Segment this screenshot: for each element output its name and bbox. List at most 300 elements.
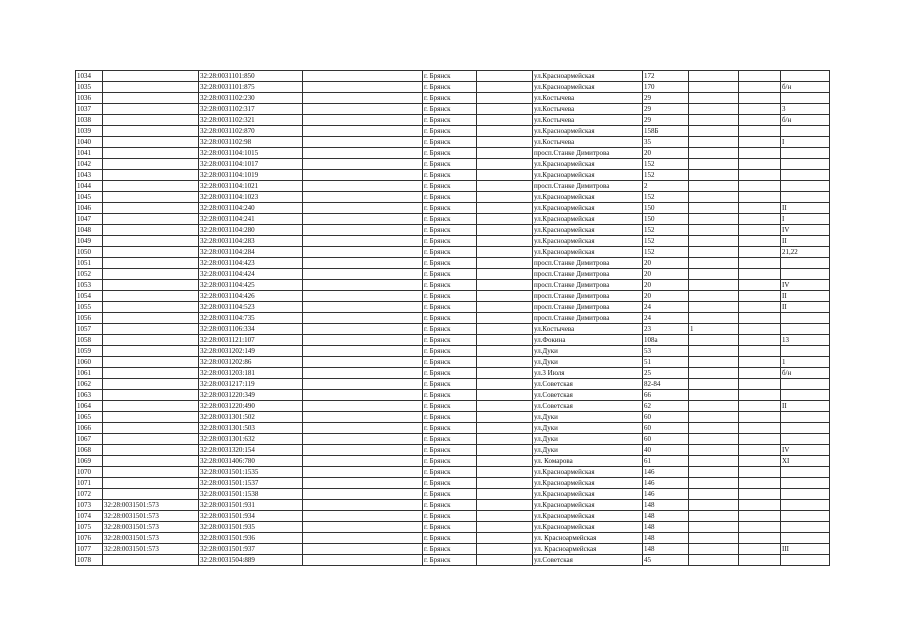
cell-parent-cadastral-number [103,335,199,346]
cell-blank-col-6 [477,71,533,82]
cell-blank-col-6 [477,478,533,489]
cell-row-number: 1056 [76,313,103,324]
cell-blank-col-6 [477,379,533,390]
cell-cadastral-number: 32:28:0031501:937 [199,544,303,555]
cell-city: г. Брянск [423,368,477,379]
cell-premises [781,258,830,269]
cell-street: ул.Красноармейская [533,478,643,489]
cell-cadastral-number: 32:28:0031104:241 [199,214,303,225]
cell-parent-cadastral-number [103,555,199,566]
cell-street: ул.3 Июля [533,368,643,379]
cell-street: ул.Костычева [533,104,643,115]
cell-city: г. Брянск [423,533,477,544]
cell-blank-col-10 [739,313,781,324]
cell-house-number: 45 [643,555,689,566]
cell-premises: 21,22 [781,247,830,258]
cell-parent-cadastral-number: 32:28:0031501:573 [103,500,199,511]
table-row [76,104,830,115]
cell-building [689,357,739,368]
table-row [76,434,830,445]
cell-row-number: 1039 [76,126,103,137]
cell-parent-cadastral-number [103,236,199,247]
cell-blank-col-4 [303,192,423,203]
cell-house-number: 2 [643,181,689,192]
cell-parent-cadastral-number [103,324,199,335]
cell-building [689,423,739,434]
cell-cadastral-number: 32:28:0031501:935 [199,522,303,533]
cell-cadastral-number: 32:28:0031301:503 [199,423,303,434]
table-row [76,170,830,181]
cell-blank-col-6 [477,434,533,445]
cell-city: г. Брянск [423,214,477,225]
cell-blank-col-4 [303,368,423,379]
cell-blank-col-4 [303,313,423,324]
cell-blank-col-6 [477,181,533,192]
cell-blank-col-10 [739,258,781,269]
cell-house-number: 150 [643,203,689,214]
cell-building [689,236,739,247]
cell-row-number: 1042 [76,159,103,170]
cell-street: ул.Костычева [533,115,643,126]
cell-premises [781,269,830,280]
cell-premises: II [781,302,830,313]
cell-row-number: 1061 [76,368,103,379]
cell-row-number: 1055 [76,302,103,313]
cell-city: г. Брянск [423,181,477,192]
cell-house-number: 158Б [643,126,689,137]
cell-street: ул.Красноармейская [533,225,643,236]
cell-building [689,203,739,214]
cell-parent-cadastral-number [103,71,199,82]
cell-street: ул.Советская [533,401,643,412]
cell-house-number: 20 [643,258,689,269]
cell-city: г. Брянск [423,489,477,500]
cell-row-number: 1066 [76,423,103,434]
cell-street: ул.Красноармейская [533,71,643,82]
cell-premises [781,324,830,335]
table-row [76,203,830,214]
cell-premises [781,412,830,423]
cell-blank-col-10 [739,555,781,566]
table-row [76,313,830,324]
cell-street: ул.Советская [533,390,643,401]
cell-row-number: 1058 [76,335,103,346]
cell-house-number: 152 [643,159,689,170]
cell-row-number: 1049 [76,236,103,247]
cell-building [689,368,739,379]
cell-street: ул.Красноармейская [533,170,643,181]
cell-premises [781,379,830,390]
cell-blank-col-6 [477,236,533,247]
cell-cadastral-number: 32:28:0031202:149 [199,346,303,357]
cell-blank-col-4 [303,137,423,148]
cell-blank-col-4 [303,544,423,555]
cell-blank-col-6 [477,170,533,181]
cell-cadastral-number: 32:28:0031104:424 [199,269,303,280]
cell-blank-col-6 [477,368,533,379]
cell-blank-col-4 [303,159,423,170]
cell-house-number: 146 [643,489,689,500]
cell-premises: 3 [781,104,830,115]
cell-premises: II [781,236,830,247]
cell-blank-col-10 [739,280,781,291]
cell-blank-col-4 [303,467,423,478]
cell-blank-col-10 [739,302,781,313]
cell-blank-col-10 [739,137,781,148]
cell-parent-cadastral-number [103,467,199,478]
cell-blank-col-4 [303,258,423,269]
cell-street: ул.Костычева [533,137,643,148]
cell-premises [781,93,830,104]
cell-street: ул.Дуки [533,357,643,368]
cell-street: ул.Красноармейская [533,500,643,511]
cell-blank-col-10 [739,489,781,500]
cell-cadastral-number: 32:28:0031101:850 [199,71,303,82]
cell-blank-col-4 [303,280,423,291]
cell-street: ул.Костычева [533,93,643,104]
cell-house-number: 60 [643,423,689,434]
cell-city: г. Брянск [423,511,477,522]
property-register-table [75,70,830,566]
cell-blank-col-4 [303,170,423,181]
table-row [76,467,830,478]
cell-city: г. Брянск [423,478,477,489]
cell-house-number: 53 [643,346,689,357]
cell-row-number: 1062 [76,379,103,390]
table-row [76,544,830,555]
cell-cadastral-number: 32:28:0031104:425 [199,280,303,291]
table-row [76,533,830,544]
table-row [76,357,830,368]
cell-cadastral-number: 32:28:0031104:1023 [199,192,303,203]
cell-cadastral-number: 32:28:0031102:870 [199,126,303,137]
cell-city: г. Брянск [423,225,477,236]
cell-city: г. Брянск [423,346,477,357]
cell-building [689,247,739,258]
table-row [76,522,830,533]
cell-blank-col-4 [303,181,423,192]
cell-city: г. Брянск [423,280,477,291]
cell-cadastral-number: 32:28:0031501:931 [199,500,303,511]
cell-blank-col-10 [739,104,781,115]
table-row [76,82,830,93]
cell-blank-col-6 [477,489,533,500]
cell-blank-col-6 [477,544,533,555]
cell-house-number: 51 [643,357,689,368]
cell-row-number: 1043 [76,170,103,181]
table-row [76,335,830,346]
cell-parent-cadastral-number [103,390,199,401]
table-row [76,291,830,302]
cell-city: г. Брянск [423,401,477,412]
cell-building [689,445,739,456]
cell-house-number: 29 [643,104,689,115]
cell-row-number: 1045 [76,192,103,203]
cell-cadastral-number: 32:28:0031101:875 [199,82,303,93]
cell-blank-col-6 [477,115,533,126]
cell-blank-col-10 [739,236,781,247]
cell-street: ул. Красноармейская [533,544,643,555]
cell-city: г. Брянск [423,445,477,456]
cell-building [689,313,739,324]
cell-row-number: 1064 [76,401,103,412]
cell-blank-col-10 [739,511,781,522]
cell-blank-col-10 [739,412,781,423]
cell-building [689,434,739,445]
cell-street: ул. Красноармейская [533,533,643,544]
cell-premises: IV [781,225,830,236]
cell-premises: II [781,203,830,214]
table-row [76,159,830,170]
cell-street: ул.Красноармейская [533,82,643,93]
cell-blank-col-6 [477,533,533,544]
cell-city: г. Брянск [423,170,477,181]
cell-blank-col-4 [303,511,423,522]
table-row [76,379,830,390]
cell-city: г. Брянск [423,500,477,511]
cell-parent-cadastral-number [103,82,199,93]
cell-house-number: 82-84 [643,379,689,390]
cell-blank-col-10 [739,93,781,104]
cell-building [689,390,739,401]
cell-building [689,522,739,533]
cell-street: просп.Станке Димитрова [533,280,643,291]
cell-blank-col-6 [477,522,533,533]
cell-row-number: 1063 [76,390,103,401]
cell-building [689,467,739,478]
cell-building [689,379,739,390]
cell-cadastral-number: 32:28:0031104:1021 [199,181,303,192]
cell-premises: б/н [781,115,830,126]
cell-blank-col-6 [477,269,533,280]
cell-blank-col-10 [739,214,781,225]
cell-blank-col-10 [739,478,781,489]
cell-cadastral-number: 32:28:0031320:154 [199,445,303,456]
cell-house-number: 148 [643,500,689,511]
cell-street: ул.Красноармейская [533,511,643,522]
cell-blank-col-6 [477,467,533,478]
cell-blank-col-6 [477,555,533,566]
cell-row-number: 1040 [76,137,103,148]
cell-building [689,82,739,93]
cell-blank-col-6 [477,82,533,93]
cell-building [689,170,739,181]
cell-blank-col-10 [739,434,781,445]
cell-blank-col-10 [739,159,781,170]
cell-blank-col-10 [739,71,781,82]
cell-street: ул.Советская [533,555,643,566]
cell-premises: XI [781,456,830,467]
cell-city: г. Брянск [423,247,477,258]
table-row [76,478,830,489]
table-row [76,148,830,159]
cell-building [689,137,739,148]
cell-city: г. Брянск [423,456,477,467]
cell-blank-col-4 [303,379,423,390]
cell-street: ул.Дуки [533,445,643,456]
cell-street: просп.Станке Димитрова [533,313,643,324]
cell-parent-cadastral-number: 32:28:0031501:573 [103,533,199,544]
cell-blank-col-10 [739,269,781,280]
cell-blank-col-6 [477,412,533,423]
cell-building [689,456,739,467]
cell-blank-col-6 [477,346,533,357]
cell-blank-col-10 [739,390,781,401]
cell-street: просп.Станке Димитрова [533,269,643,280]
cell-premises [781,148,830,159]
cell-city: г. Брянск [423,423,477,434]
cell-blank-col-4 [303,533,423,544]
table-row [76,137,830,148]
cell-parent-cadastral-number [103,137,199,148]
cell-row-number: 1038 [76,115,103,126]
cell-street: ул.Красноармейская [533,214,643,225]
table-row [76,93,830,104]
table-row [76,445,830,456]
table-row [76,346,830,357]
cell-blank-col-10 [739,357,781,368]
cell-cadastral-number: 32:28:0031104:423 [199,258,303,269]
cell-blank-col-4 [303,104,423,115]
cell-blank-col-6 [477,390,533,401]
cell-cadastral-number: 32:28:0031202:86 [199,357,303,368]
cell-building [689,192,739,203]
cell-city: г. Брянск [423,203,477,214]
cell-cadastral-number: 32:28:0031102:321 [199,115,303,126]
cell-blank-col-6 [477,313,533,324]
cell-cadastral-number: 32:28:0031501:936 [199,533,303,544]
cell-row-number: 1053 [76,280,103,291]
cell-blank-col-10 [739,225,781,236]
cell-premises [781,500,830,511]
cell-house-number: 66 [643,390,689,401]
cell-house-number: 29 [643,115,689,126]
cell-parent-cadastral-number [103,379,199,390]
cell-parent-cadastral-number [103,280,199,291]
cell-blank-col-6 [477,324,533,335]
cell-row-number: 1054 [76,291,103,302]
cell-street: ул.Красноармейская [533,203,643,214]
cell-blank-col-4 [303,434,423,445]
table-row [76,324,830,335]
cell-city: г. Брянск [423,115,477,126]
cell-city: г. Брянск [423,390,477,401]
cell-premises: II [781,291,830,302]
cell-row-number: 1073 [76,500,103,511]
cell-cadastral-number: 32:28:0031501:1538 [199,489,303,500]
cell-premises [781,467,830,478]
cell-blank-col-6 [477,137,533,148]
cell-blank-col-10 [739,126,781,137]
cell-blank-col-10 [739,379,781,390]
cell-house-number: 29 [643,93,689,104]
cell-premises: б/н [781,368,830,379]
cell-house-number: 61 [643,456,689,467]
cell-row-number: 1074 [76,511,103,522]
table-row [76,456,830,467]
cell-parent-cadastral-number [103,104,199,115]
cell-row-number: 1044 [76,181,103,192]
table-row [76,511,830,522]
cell-building [689,500,739,511]
cell-row-number: 1071 [76,478,103,489]
cell-house-number: 40 [643,445,689,456]
cell-row-number: 1072 [76,489,103,500]
cell-blank-col-4 [303,423,423,434]
cell-blank-col-10 [739,291,781,302]
cell-house-number: 152 [643,170,689,181]
table-row [76,390,830,401]
cell-house-number: 148 [643,511,689,522]
cell-blank-col-4 [303,247,423,258]
cell-house-number: 20 [643,280,689,291]
cell-building [689,126,739,137]
cell-street: ул.Красноармейская [533,522,643,533]
cell-blank-col-4 [303,445,423,456]
cell-parent-cadastral-number [103,478,199,489]
cell-blank-col-6 [477,247,533,258]
cell-parent-cadastral-number [103,456,199,467]
cell-cadastral-number: 32:28:0031301:502 [199,412,303,423]
cell-street: ул.Советская [533,379,643,390]
cell-street: ул.Красноармейская [533,126,643,137]
cell-street: просп.Станке Димитрова [533,302,643,313]
cell-building [689,269,739,280]
cell-city: г. Брянск [423,522,477,533]
table-row [76,181,830,192]
cell-building [689,181,739,192]
cell-blank-col-6 [477,203,533,214]
cell-blank-col-10 [739,423,781,434]
cell-blank-col-10 [739,170,781,181]
cell-city: г. Брянск [423,467,477,478]
cell-blank-col-10 [739,192,781,203]
cell-city: г. Брянск [423,159,477,170]
cell-premises [781,533,830,544]
cell-house-number: 20 [643,291,689,302]
cell-cadastral-number: 32:28:0031104:280 [199,225,303,236]
table-row [76,236,830,247]
cell-blank-col-4 [303,93,423,104]
cell-blank-col-4 [303,71,423,82]
cell-cadastral-number: 32:28:0031217:119 [199,379,303,390]
cell-house-number: 150 [643,214,689,225]
cell-house-number: 35 [643,137,689,148]
cell-building [689,291,739,302]
cell-blank-col-4 [303,302,423,313]
cell-premises [781,478,830,489]
cell-building [689,335,739,346]
cell-premises: б/н [781,82,830,93]
cell-row-number: 1059 [76,346,103,357]
cell-blank-col-4 [303,126,423,137]
cell-building [689,104,739,115]
cell-parent-cadastral-number [103,445,199,456]
cell-parent-cadastral-number [103,357,199,368]
cell-cadastral-number: 32:28:0031104:284 [199,247,303,258]
cell-row-number: 1065 [76,412,103,423]
cell-premises: 1 [781,357,830,368]
cell-blank-col-6 [477,500,533,511]
cell-city: г. Брянск [423,269,477,280]
cell-blank-col-6 [477,511,533,522]
cell-building [689,214,739,225]
table-row [76,71,830,82]
cell-blank-col-4 [303,390,423,401]
cell-blank-col-6 [477,456,533,467]
cell-parent-cadastral-number [103,225,199,236]
cell-cadastral-number: 32:28:0031104:1017 [199,159,303,170]
